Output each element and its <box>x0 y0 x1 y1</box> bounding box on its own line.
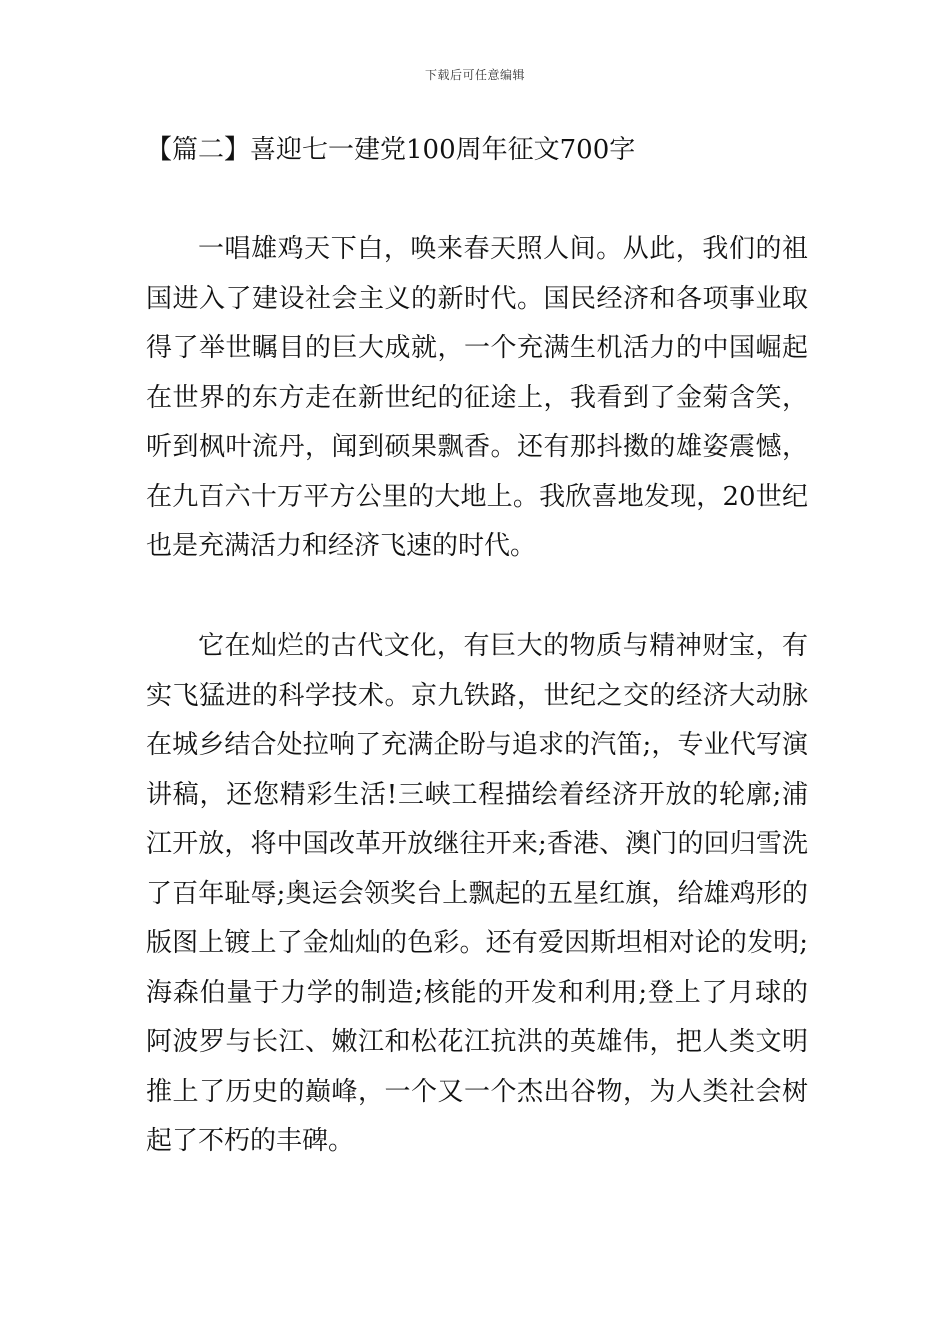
paragraph-2: 它在灿烂的古代文化，有巨大的物质与精神财宝，有实飞猛进的科学技术。京九铁路，世纪之交的经济大动脉在城乡结合处拉响了充满企盼与追求的汽笛;，专业代写演讲稿，还您精彩生活!三峡工程描绘着经济开放的轮廓;浦江开放，将中国改革开放继往开来;香港、澳门的回归雪洗了百年耻辱;奥运会领奖台上飘起的五星红旗，给雄鸡形的版图上镀上了金灿灿的色彩。还有爱因斯坦相对论的发明;海森伯量于力学的制造;核能的开发和利用;登上了月球的阿波罗与长江、嫩江和松花江抗洪的英雄伟，把人类文明推上了历史的巅峰，一个又一个杰出谷物，为人类社会树起了不朽的丰碑。 <box>146 631 808 1156</box>
document-title: 【篇二】喜迎七一建党100周年征文700字 <box>146 135 636 165</box>
header-note: 下载后可任意编辑 <box>424 68 525 82</box>
paragraph-1: 一唱雄鸡天下白，唤来春天照人间。从此，我们的祖国进入了建设社会主义的新时代。国民经济和各项事业取得了举世瞩目的巨大成就，一个充满生机活力的中国崛起在世界的东方走在新世纪的征途上，我看到了金菊含笑，听到枫叶流丹，闻到硕果飘香。还有那抖擞的雄姿震憾，在九百六十万平方公里的大地上。我欣喜地发现，20世纪也是充满活力和经济飞速的时代。 <box>146 234 808 561</box>
